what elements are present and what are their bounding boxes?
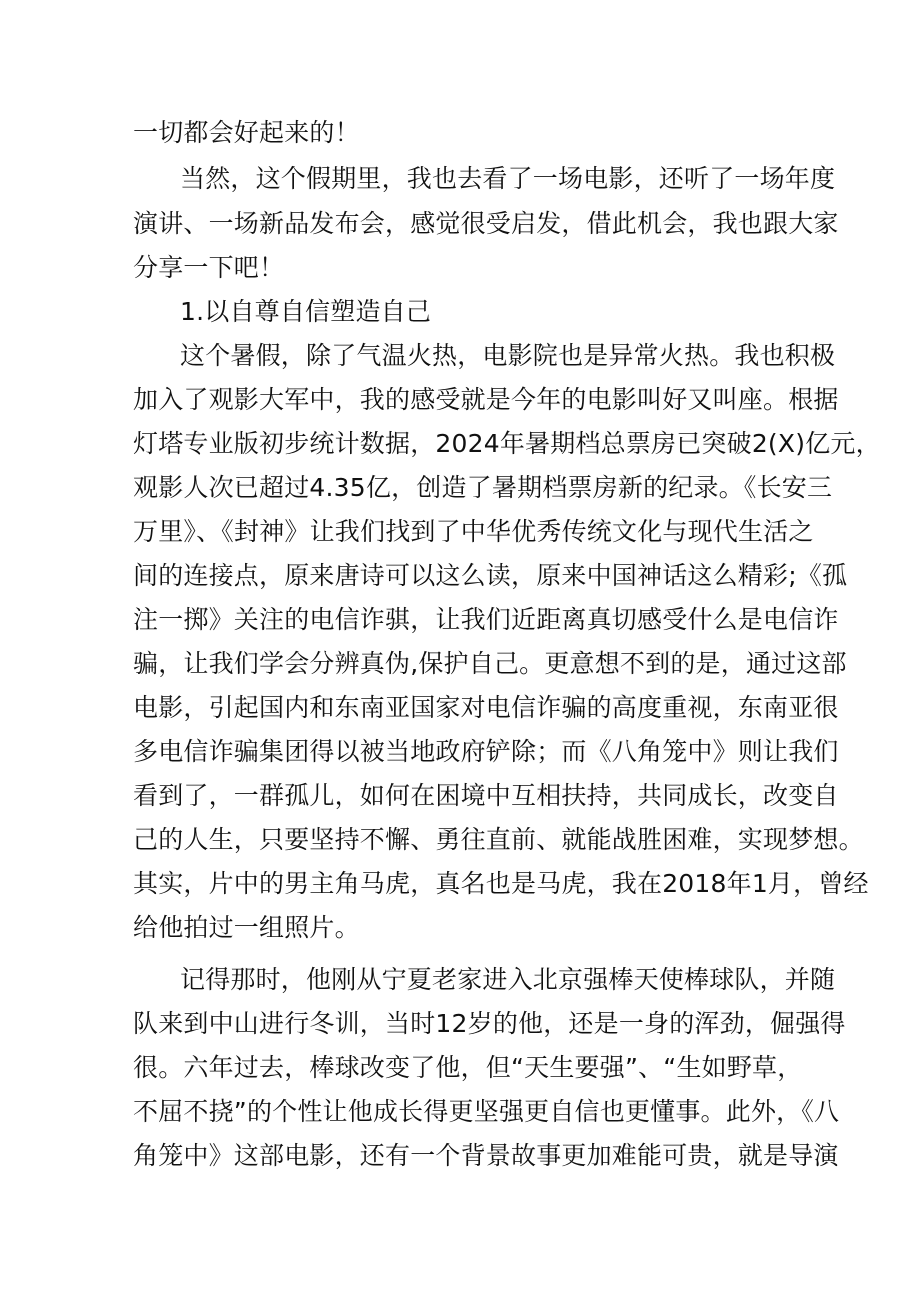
paragraph-line: 不屈不挠”的个性让他成长得更坚强更自信也更懂事。此外，《八 — [133, 1097, 840, 1126]
paragraph-line: 观影人次已超过4.35亿，创造了暑期档票房新的纪录。《长安三 — [133, 473, 833, 502]
paragraph-line: 万里》、《封神》让我们找到了中华优秀传统文化与现代生活之 — [133, 517, 814, 546]
paragraph-line: 演讲、一场新品发布会，感觉很受启发，借此机会，我也跟大家 — [133, 209, 839, 238]
paragraph-line: 角笼中》这部电影，还有一个背景故事更加难能可贵，就是导演 — [133, 1141, 839, 1170]
paragraph-line: 多电信诈骗集团得以被当地政府铲除；而《八角笼中》则让我们 — [133, 737, 839, 766]
paragraph-line: 记得那时，他刚从宁夏老家进入北京强棒天使棒球队，并随 — [180, 965, 836, 994]
paragraph-line: 这个暑假，除了气温火热，电影院也是异常火热。我也积极 — [180, 341, 836, 370]
paragraph-line: 当然，这个假期里，我也去看了一场电影，还听了一场年度 — [180, 164, 836, 193]
paragraph-line: 一切都会好起来的！ — [133, 118, 360, 147]
paragraph-line: 队来到中山进行冬训，当时12岁的他，还是一身的浑劲，倔强得 — [133, 1009, 846, 1038]
paragraph-line: 注一掷》关注的电信诈骐，让我们近距离真切感受什么是电信诈 — [133, 605, 839, 634]
paragraph-line: 看到了，一群孤儿，如何在困境中互相扶持，共同成长，改变自 — [133, 781, 839, 810]
paragraph-line: 电影，引起国内和东南亚国家对电信诈骗的高度重视，东南亚很 — [133, 693, 839, 722]
paragraph-line: 分享一下吧！ — [133, 253, 285, 282]
section-heading: 1.以自尊自信塑造自己 — [180, 297, 432, 326]
paragraph-line: 其实，片中的男主角马虎，真名也是马虎，我在2018年1月，曾经 — [133, 869, 869, 898]
paragraph-line: 骗，让我们学会分辨真伪,保护自己。更意想不到的是，通过这部 — [133, 649, 847, 678]
paragraph-line: 灯塔专业版初步统计数据，2024年暑期档总票房已突破2(X)亿元， — [133, 429, 881, 458]
paragraph-line: 加入了观影大军中，我的感受就是今年的电影叫好又叫座。根据 — [133, 385, 839, 414]
paragraph-line: 间的连接点，原来唐诗可以这么读，原来中国神话这么精彩;《孤 — [133, 561, 848, 590]
paragraph-line: 己的人生，只要坚持不懈、勇往直前、就能战胜困难，实现梦想。 — [133, 825, 864, 854]
paragraph-line: 给他拍过一组照片。 — [133, 913, 360, 942]
paragraph-line: 很。六年过去，棒球改变了他，但“天生要强”、“生如野草， — [133, 1053, 803, 1082]
